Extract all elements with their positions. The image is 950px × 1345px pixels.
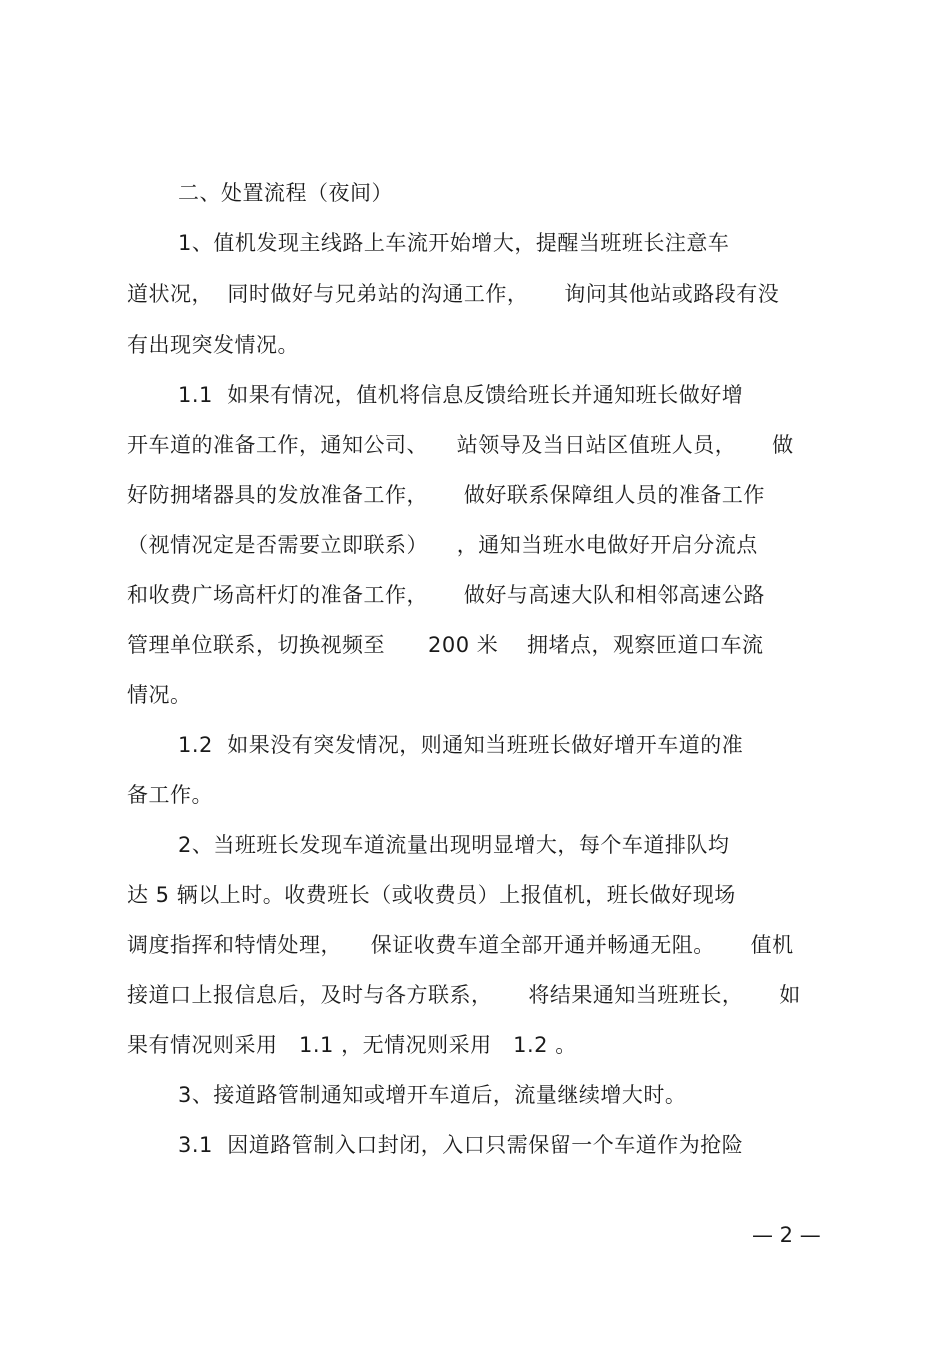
paragraph-line: 接道口上报信息后，及时与各方联系， 将结果通知当班班长， 如 <box>127 983 801 1007</box>
paragraph-line: 3、接道路管制通知或增开车道后，流量继续增大时。 <box>178 1083 687 1107</box>
paragraph-line: 2、当班班长发现车道流量出现明显增大，每个车道排队均 <box>178 833 730 857</box>
page-number: — 2 — <box>752 1223 821 1247</box>
paragraph-line: 3.1 因道路管制入口封闭，入口只需保留一个车道作为抢险 <box>178 1133 744 1157</box>
paragraph-line: 达 5 辆以上时。收费班长（或收费员）上报值机，班长做好现场 <box>127 883 736 907</box>
paragraph-line: 好防拥堵器具的发放准备工作， 做好联系保障组人员的准备工作 <box>127 483 765 507</box>
paragraph-line: 管理单位联系，切换视频至 200 米 拥堵点，观察匝道口车流 <box>127 633 764 657</box>
paragraph-line: 1、值机发现主线路上车流开始增大，提醒当班班长注意车 <box>178 231 730 255</box>
paragraph-line: 开车道的准备工作，通知公司、 站领导及当日站区值班人员， 做 <box>127 433 794 457</box>
paragraph-line: （视情况定是否需要立即联系） ，通知当班水电做好开启分流点 <box>127 533 758 557</box>
paragraph-line: 道状况， 同时做好与兄弟站的沟通工作， 询问其他站或路段有没 <box>127 282 780 306</box>
paragraph-line: 调度指挥和特情处理， 保证收费车道全部开通并畅通无阻。 值机 <box>127 933 794 957</box>
paragraph-line: 和收费广场高杆灯的准备工作， 做好与高速大队和相邻高速公路 <box>127 583 765 607</box>
paragraph-line: 1.2 如果没有突发情况，则通知当班班长做好增开车道的准 <box>178 733 744 757</box>
paragraph-line: 果有情况则采用 1.1 ，无情况则采用 1.2 。 <box>127 1033 577 1057</box>
paragraph-line: 情况。 <box>127 683 192 707</box>
paragraph-line: 1.1 如果有情况，值机将信息反馈给班长并通知班长做好增 <box>178 383 744 407</box>
paragraph-line: 备工作。 <box>127 783 213 807</box>
paragraph-line: 有出现突发情况。 <box>127 333 299 357</box>
section-heading: 二、处置流程（夜间） <box>178 181 393 205</box>
